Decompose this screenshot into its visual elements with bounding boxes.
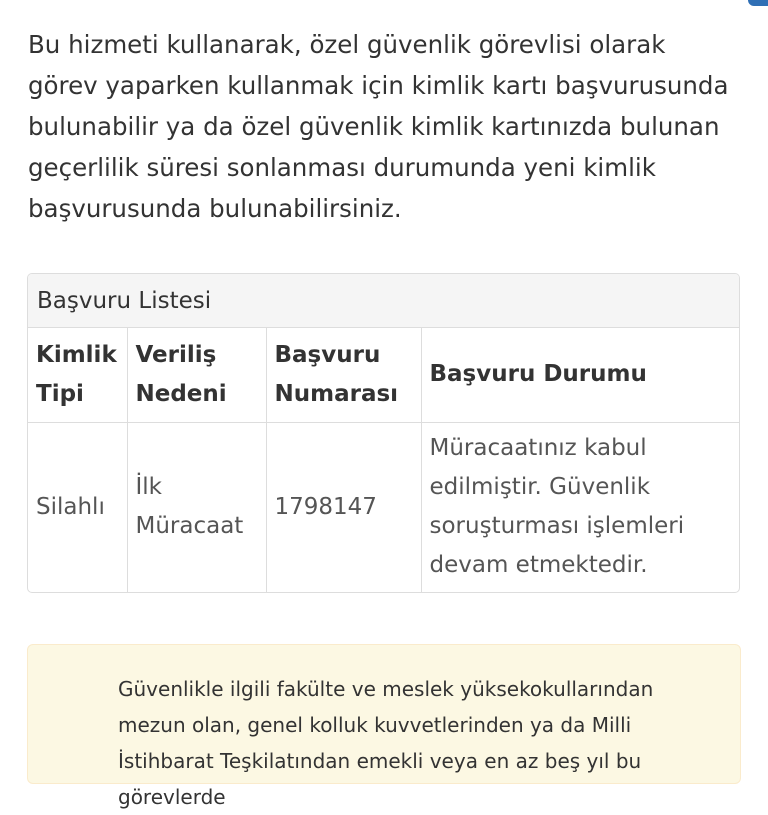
application-list-panel: [27, 273, 740, 593]
notice-text: Güvenlikle ilgili fakülte ve meslek yüksekokullarından mezun olan, genel kolluk kuvvetlerinden ya da Milli İstihbarat Teşkilatından emekli veya en az beş yıl bu görevlerde: [118, 677, 654, 809]
table-header-row: [28, 328, 740, 422]
panel-heading: Başvuru Listesi: [28, 274, 739, 328]
top-bar: [0, 0, 768, 8]
column-header-verilis-nedeni: Veriliş Nedeni: [127, 328, 266, 422]
cell-basvuru-durumu: Müracaatınız kabul edilmiştir. Güvenlik soruşturması işlemleri devam etmektedir.: [429, 435, 685, 579]
application-table: [28, 328, 740, 592]
cell-verilis-nedeni: İlk Müracaat: [127, 422, 266, 592]
column-header-kimlik-tipi: Kimlik Tipi: [28, 328, 127, 422]
cell-kimlik-tipi: Silahlı: [28, 422, 127, 592]
column-header-basvuru-numarasi: Başvuru Numarası: [266, 328, 421, 422]
notice-alert: [27, 644, 741, 809]
cell-basvuru-numarasi: 1798147: [266, 422, 421, 592]
column-header-basvuru-durumu: Başvuru Durumu: [421, 328, 740, 422]
table-row: [28, 422, 740, 592]
intro-text: Bu hizmeti kullanarak, özel güvenlik görevlisi olarak görev yaparken kullanmak için kimlik kartı başvurusunda bulunabilir ya da özel güvenlik kimlik kartınızda bulunan geçerlilik süresi sonlanması durumunda yeni kimlik başvurusunda bulunabilirsiniz.: [28, 30, 729, 223]
top-accent-edge: [748, 0, 768, 6]
